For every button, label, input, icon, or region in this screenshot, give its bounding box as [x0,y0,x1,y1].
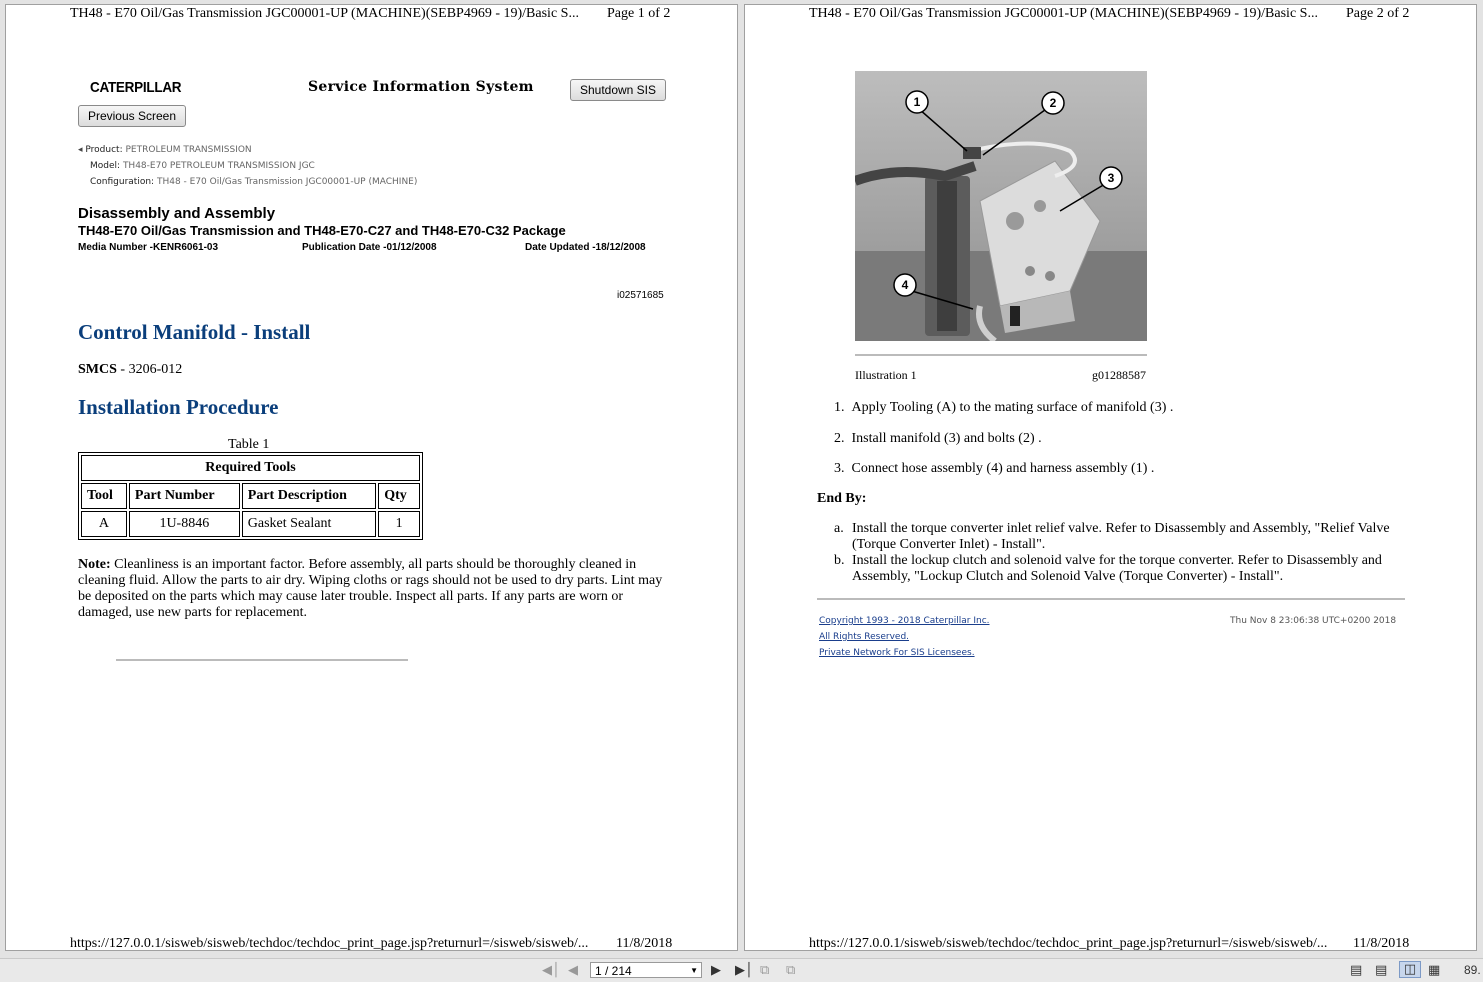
page-selector[interactable] [590,962,702,978]
timestamp: Thu Nov 8 23:06:38 UTC+0200 2018 [1230,616,1397,626]
page-header-number: Page 1 of 2 [607,6,671,21]
zoom-level[interactable]: 89. [1464,963,1481,977]
doc-type: Disassembly and Assembly [78,205,276,222]
page-title: Control Manifold - Install [78,320,311,344]
page-header-title: TH48 - E70 Oil/Gas Transmission JGC00001-UP (MACHINE)(SEBP4969 - 19)/Basic S... [809,6,1318,21]
connector [963,147,981,159]
footer-divider [817,598,1405,600]
document-id: i02571685 [617,290,664,301]
table-caption: Table 1 [228,437,270,452]
back-arrow-icon[interactable]: ◂ [78,145,83,155]
date-updated: Date Updated -18/12/2008 [525,242,646,253]
callout-label: 1 [913,95,921,109]
section-title: Installation Procedure [78,395,279,419]
previous-view-icon[interactable]: ⧉ [760,963,770,978]
previous-page-icon[interactable]: ◀ [568,963,578,978]
manifold-port [1025,266,1035,276]
illustration-id: g01288587 [1092,368,1146,382]
column-header: Part Number [129,483,240,509]
divider [116,659,408,661]
doc-subtitle: TH48-E70 Oil/Gas Transmission and TH48-E70-C27 and TH48-E70-C32 Package [78,223,566,238]
footer-date: 11/8/2018 [1353,936,1410,951]
connector [1010,306,1020,326]
footer-url: https://127.0.0.1/sisweb/sisweb/techdoc/techdoc_print_page.jsp?returnurl=/sisweb/sisweb/... [70,936,589,951]
illustration-label: Illustration 1 [855,368,917,382]
manifold-port [1034,200,1046,212]
callout-label: 3 [1107,171,1115,185]
end-by-item: a. Install the torque converter inlet relief valve. Refer to Disassembly and Assembly, "Relief Valve (Torque Converter Inlet) - Install". [834,521,1390,552]
copyright-link[interactable]: Copyright 1993 - 2018 Caterpillar Inc. [819,616,990,626]
footer-date: 11/8/2018 [616,936,673,951]
manifold-port [1045,271,1055,281]
step-item: 2. Install manifold (3) and bolts (2) . [834,431,1042,446]
manifold-port [1006,212,1024,230]
page-header-number: Page 2 of 2 [1346,6,1410,21]
product-line: ◂ Product: PETROLEUM TRANSMISSION [78,145,252,155]
table-cell: Gasket Sealant [242,511,376,537]
callout-label: 2 [1049,96,1057,110]
viewer-toolbar [0,958,1483,982]
column-header: Qty [378,483,420,509]
end-by-item: b. Install the lockup clutch and solenoid valve for the torque converter. Refer to Disassembly and Assembly, "Lockup Clutch and Solenoid Valve (Torque Converter) - Install". [834,553,1382,584]
dropdown-arrow-icon[interactable]: ▼ [690,966,698,975]
required-tools-table [78,452,423,540]
callout-label: 4 [901,278,909,292]
smcs-line: SMCS - 3206-012 [78,362,183,377]
model-line: Model: TH48-E70 PETROLEUM TRANSMISSION JGC [90,161,315,171]
step-item: 3. Connect hose assembly (4) and harness assembly (1) . [834,461,1155,476]
footer-url: https://127.0.0.1/sisweb/sisweb/techdoc/techdoc_print_page.jsp?returnurl=/sisweb/sisweb/... [809,936,1328,951]
page-header-title: TH48 - E70 Oil/Gas Transmission JGC00001-UP (MACHINE)(SEBP4969 - 19)/Basic S... [70,6,579,21]
table-cell: A [81,511,127,537]
continuous-page-icon[interactable]: ▤ [1375,963,1388,978]
housing-edge [937,181,957,331]
step-item: 1. Apply Tooling (A) to the mating surface of manifold (3) . [834,400,1174,415]
caterpillar-logo: CATERPILLAR [90,79,182,96]
manifold-illustration [855,71,1147,341]
table-heading: Required Tools [81,455,420,481]
media-number: Media Number -KENR6061-03 [78,242,219,253]
next-view-icon[interactable]: ⧉ [786,963,796,978]
column-header: Tool [81,483,127,509]
two-page-continuous-icon[interactable]: ▦ [1428,963,1441,978]
private-network-link[interactable]: Private Network For SIS Licensees. [819,648,975,658]
next-page-icon[interactable]: ▶ [711,963,721,978]
column-header: Part Description [242,483,376,509]
rights-link[interactable]: All Rights Reserved. [819,632,910,642]
document-page-2 [744,4,1477,951]
table-cell: 1U-8846 [129,511,240,537]
configuration-line: Configuration: TH48 - E70 Oil/Gas Transmission JGC00001-UP (MACHINE) [90,177,418,187]
last-page-icon[interactable]: ▶│ [735,963,753,978]
document-page-1 [5,4,738,951]
single-page-icon[interactable]: ▤ [1350,963,1363,978]
sis-title: Service Information System [308,79,534,95]
two-page-icon[interactable]: ◫ [1399,961,1421,978]
publication-date: Publication Date -01/12/2008 [302,242,437,253]
note-paragraph: Note: Cleanliness is an important factor. Before assembly, all parts should be thoroughly cleaned in cleaning fluid. Allow the parts to air dry. Wiping cloths or rags should not be used to dry parts. Lint may be deposited on the parts which may cause later trouble. Inspect all parts. If any parts are worn or damaged, use new parts for replacement. [78,557,663,620]
page-number-field[interactable]: 1 / 214 [595,964,632,978]
first-page-icon[interactable]: ◀│ [542,963,560,978]
end-by-label: End By: [817,491,867,506]
illustration-rule [855,354,1147,356]
previous-screen-button[interactable]: Previous Screen [78,105,186,127]
shutdown-sis-button[interactable]: Shutdown SIS [570,79,666,101]
table-cell: 1 [378,511,420,537]
